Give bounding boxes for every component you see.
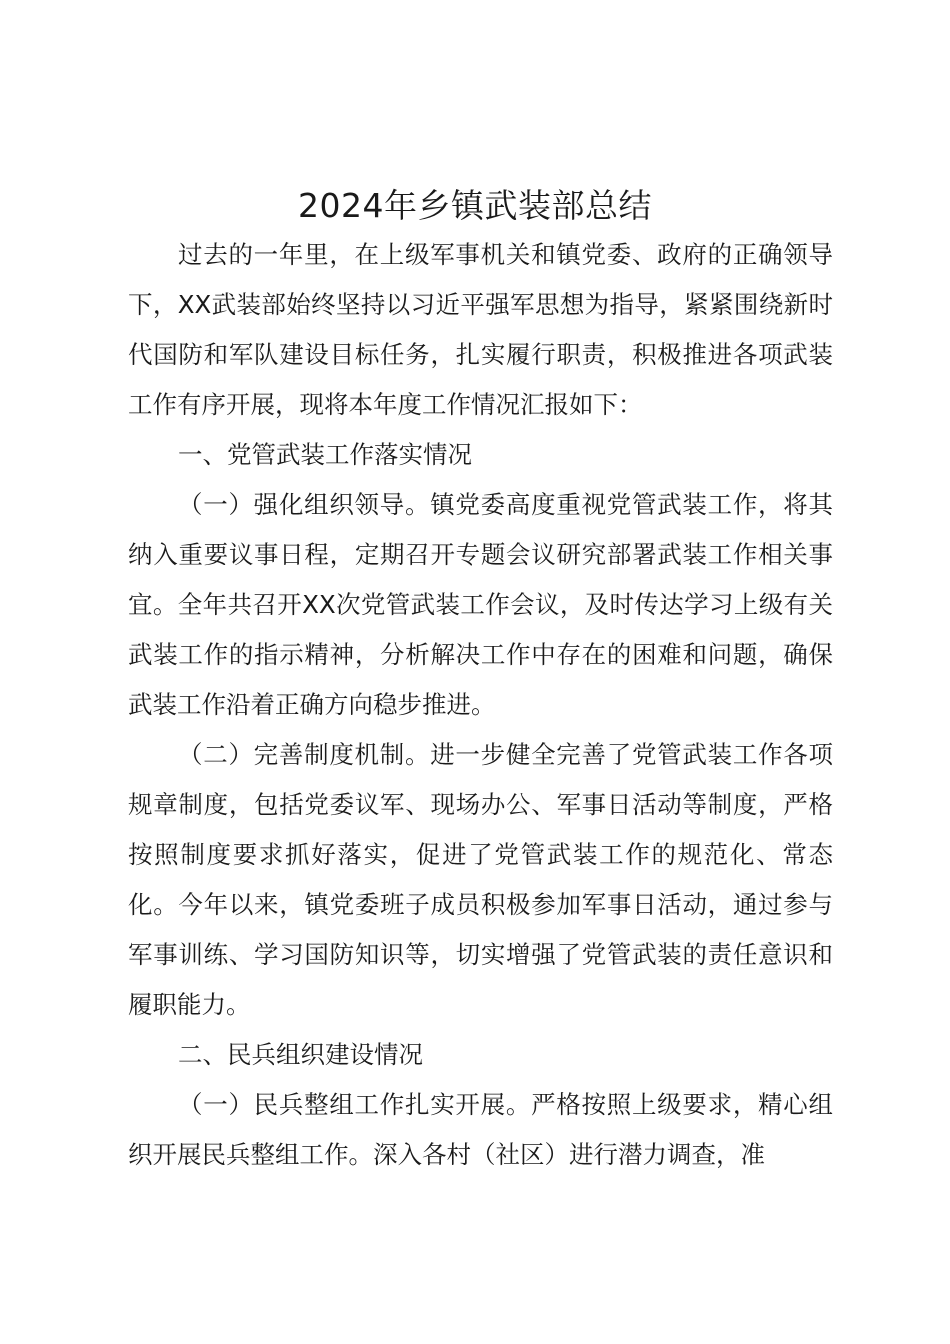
document-body — [128, 230, 833, 1180]
paragraph-1-1: （一）强化组织领导。镇党委高度重视党管武装工作，将其纳入重要议事日程，定期召开专题会议研究部署武装工作相关事宜。全年共召开XX次党管武装工作会议，及时传达学习上级有关武装工作的指示精神，分析解决工作中存在的困难和问题，确保武装工作沿着正确方向稳步推进。 — [128, 490, 833, 719]
paragraph-2-1: （一）民兵整组工作扎实开展。严格按照上级要求，精心组织开展民兵整组工作。深入各村（社区）进行潜力调查，准 — [128, 1090, 833, 1169]
section-heading-1: 一、党管武装工作落实情况 — [178, 440, 472, 469]
section-heading-2: 二、民兵组织建设情况 — [178, 1040, 423, 1069]
paragraph-1-2: （二）完善制度机制。进一步健全完善了党管武装工作各项规章制度，包括党委议军、现场办公、军事日活动等制度，严格按照制度要求抓好落实，促进了党管武装工作的规范化、常态化。今年以来，镇党委班子成员积极参加军事日活动，通过参与军事训练、学习国防知识等，切实增强了党管武装的责任意识和履职能力。 — [128, 740, 833, 1019]
intro-paragraph: 过去的一年里，在上级军事机关和镇党委、政府的正确领导下，XX武装部始终坚持以习近平强军思想为指导，紧紧围绕新时代国防和军队建设目标任务，扎实履行职责，积极推进各项武装工作有序开展，现将本年度工作情况汇报如下： — [128, 240, 833, 419]
document-title: 2024年乡镇武装部总结 — [298, 186, 652, 225]
